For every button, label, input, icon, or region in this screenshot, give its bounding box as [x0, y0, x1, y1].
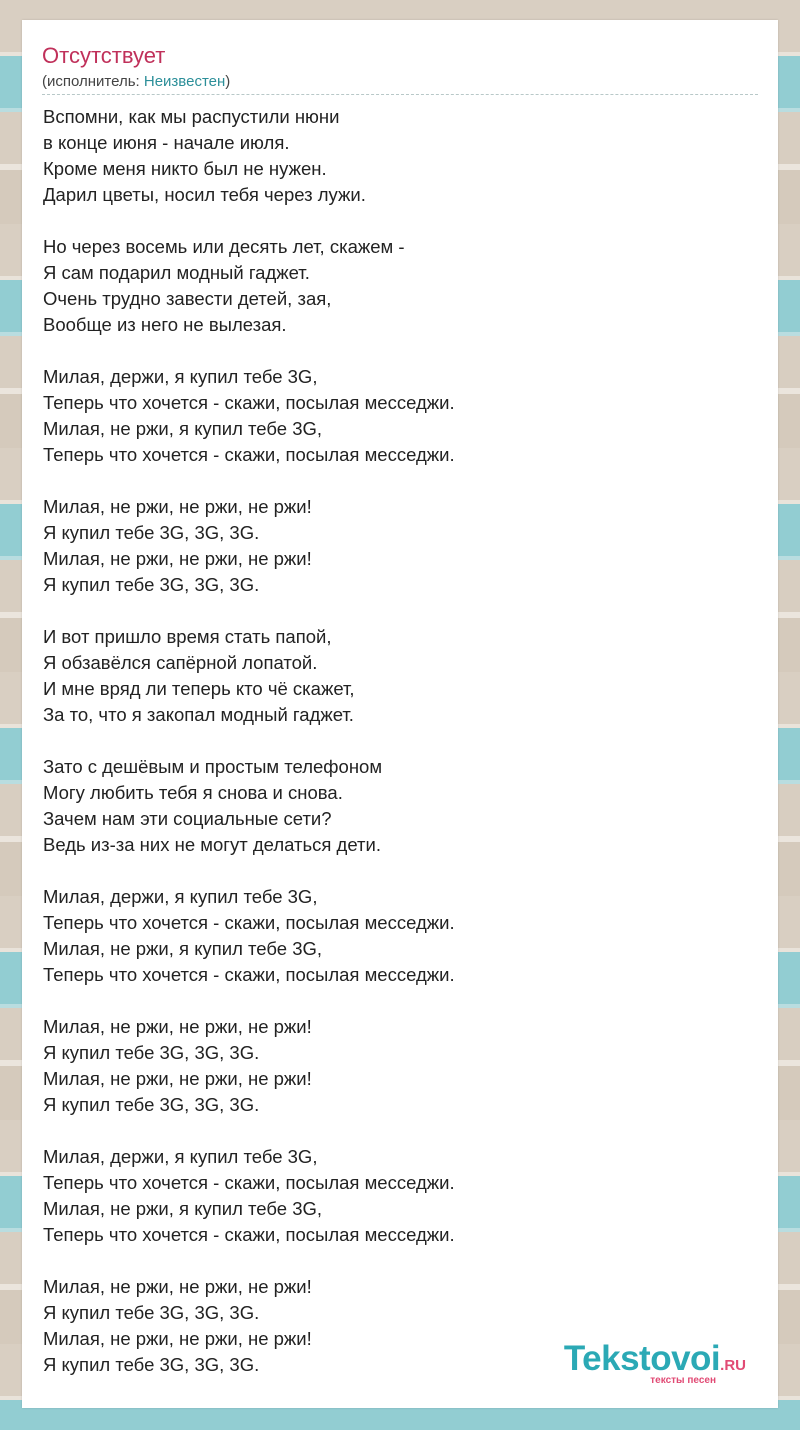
lyric-line: Теперь что хочется - скажи, посылая месседжи.	[43, 912, 455, 933]
lyrics-text	[43, 104, 759, 1404]
lyric-line: Но через восемь или десять лет, скажем -	[43, 236, 405, 257]
lyric-line: Я сам подарил модный гаджет.	[43, 262, 310, 283]
lyrics-stanza	[43, 104, 759, 208]
lyrics-stanza	[43, 1144, 759, 1248]
lyrics-card	[22, 20, 778, 1408]
lyric-line: За то, что я закопал модный гаджет.	[43, 704, 354, 725]
lyric-line: Милая, не ржи, я купил тебе 3G,	[43, 938, 323, 959]
lyric-line: Милая, не ржи, не ржи, не ржи!	[43, 548, 312, 569]
lyric-line: Милая, держи, я купил тебе 3G,	[43, 366, 318, 387]
lyric-line: Я купил тебе 3G, 3G, 3G.	[43, 1094, 260, 1115]
lyric-line: Зачем нам эти социальные сети?	[43, 808, 332, 829]
lyric-line: Теперь что хочется - скажи, посылая месседжи.	[43, 444, 455, 465]
logo-subtitle: тексты песен	[650, 1375, 716, 1386]
lyrics-stanza	[43, 1014, 759, 1118]
lyric-line: Милая, не ржи, не ржи, не ржи!	[43, 1016, 312, 1037]
lyrics-stanza	[43, 494, 759, 598]
lyrics-stanza	[43, 884, 759, 988]
site-logo[interactable]	[546, 1339, 746, 1386]
lyric-line: Милая, не ржи, я купил тебе 3G,	[43, 418, 323, 439]
artist-prefix: (исполнитель:	[42, 73, 144, 90]
lyric-line: Милая, не ржи, не ржи, не ржи!	[43, 1328, 312, 1349]
lyric-line: Я купил тебе 3G, 3G, 3G.	[43, 522, 260, 543]
lyrics-stanza	[43, 624, 759, 728]
lyric-line: Милая, не ржи, не ржи, не ржи!	[43, 496, 312, 517]
lyric-line: Милая, держи, я купил тебе 3G,	[43, 886, 318, 907]
lyric-line: Я купил тебе 3G, 3G, 3G.	[43, 1354, 260, 1375]
lyric-line: Зато с дешёвым и простым телефоном	[43, 756, 383, 777]
lyric-line: Вспомни, как мы распустили нюни	[43, 106, 340, 127]
lyric-line: Милая, не ржи, не ржи, не ржи!	[43, 1068, 312, 1089]
logo-wordmark: Tekstovoi	[563, 1339, 721, 1378]
logo-tld: .RU	[720, 1357, 746, 1374]
artist-link[interactable]: Неизвестен	[143, 73, 226, 90]
lyric-line: Дарил цветы, носил тебя через лужи.	[43, 184, 366, 205]
lyric-line: Теперь что хочется - скажи, посылая месседжи.	[43, 1224, 455, 1245]
lyric-line: в конце июня - начале июля.	[43, 132, 290, 153]
lyric-line: Милая, держи, я купил тебе 3G,	[43, 1146, 318, 1167]
lyric-line: Очень трудно завести детей, зая,	[43, 288, 332, 309]
lyrics-stanza	[43, 754, 759, 858]
lyric-line: Кроме меня никто был не нужен.	[43, 158, 327, 179]
lyric-line: Вообще из него не вылезая.	[43, 314, 287, 335]
lyric-line: Теперь что хочется - скажи, посылая месседжи.	[43, 964, 455, 985]
lyric-line: Я купил тебе 3G, 3G, 3G.	[43, 1302, 260, 1323]
song-header	[42, 42, 758, 95]
lyric-line: Ведь из-за них не могут делаться дети.	[43, 834, 381, 855]
lyric-line: Милая, не ржи, не ржи, не ржи!	[43, 1276, 312, 1297]
artist-suffix: )	[225, 73, 231, 90]
lyric-line: Теперь что хочется - скажи, посылая месседжи.	[43, 1172, 455, 1193]
lyric-line: Я купил тебе 3G, 3G, 3G.	[43, 1042, 260, 1063]
lyric-line: И вот пришло время стать папой,	[43, 626, 332, 647]
lyric-line: И мне вряд ли теперь кто чё скажет,	[43, 678, 355, 699]
song-title: Отсутствует	[42, 43, 166, 68]
artist-line	[42, 72, 758, 95]
lyric-line: Я обзавёлся сапёрной лопатой.	[43, 652, 318, 673]
lyric-line: Теперь что хочется - скажи, посылая месседжи.	[43, 392, 455, 413]
lyric-line: Я купил тебе 3G, 3G, 3G.	[43, 574, 260, 595]
lyric-line: Милая, не ржи, я купил тебе 3G,	[43, 1198, 323, 1219]
lyrics-stanza	[43, 234, 759, 338]
lyric-line: Могу любить тебя я снова и снова.	[43, 782, 343, 803]
lyrics-stanza	[43, 364, 759, 468]
